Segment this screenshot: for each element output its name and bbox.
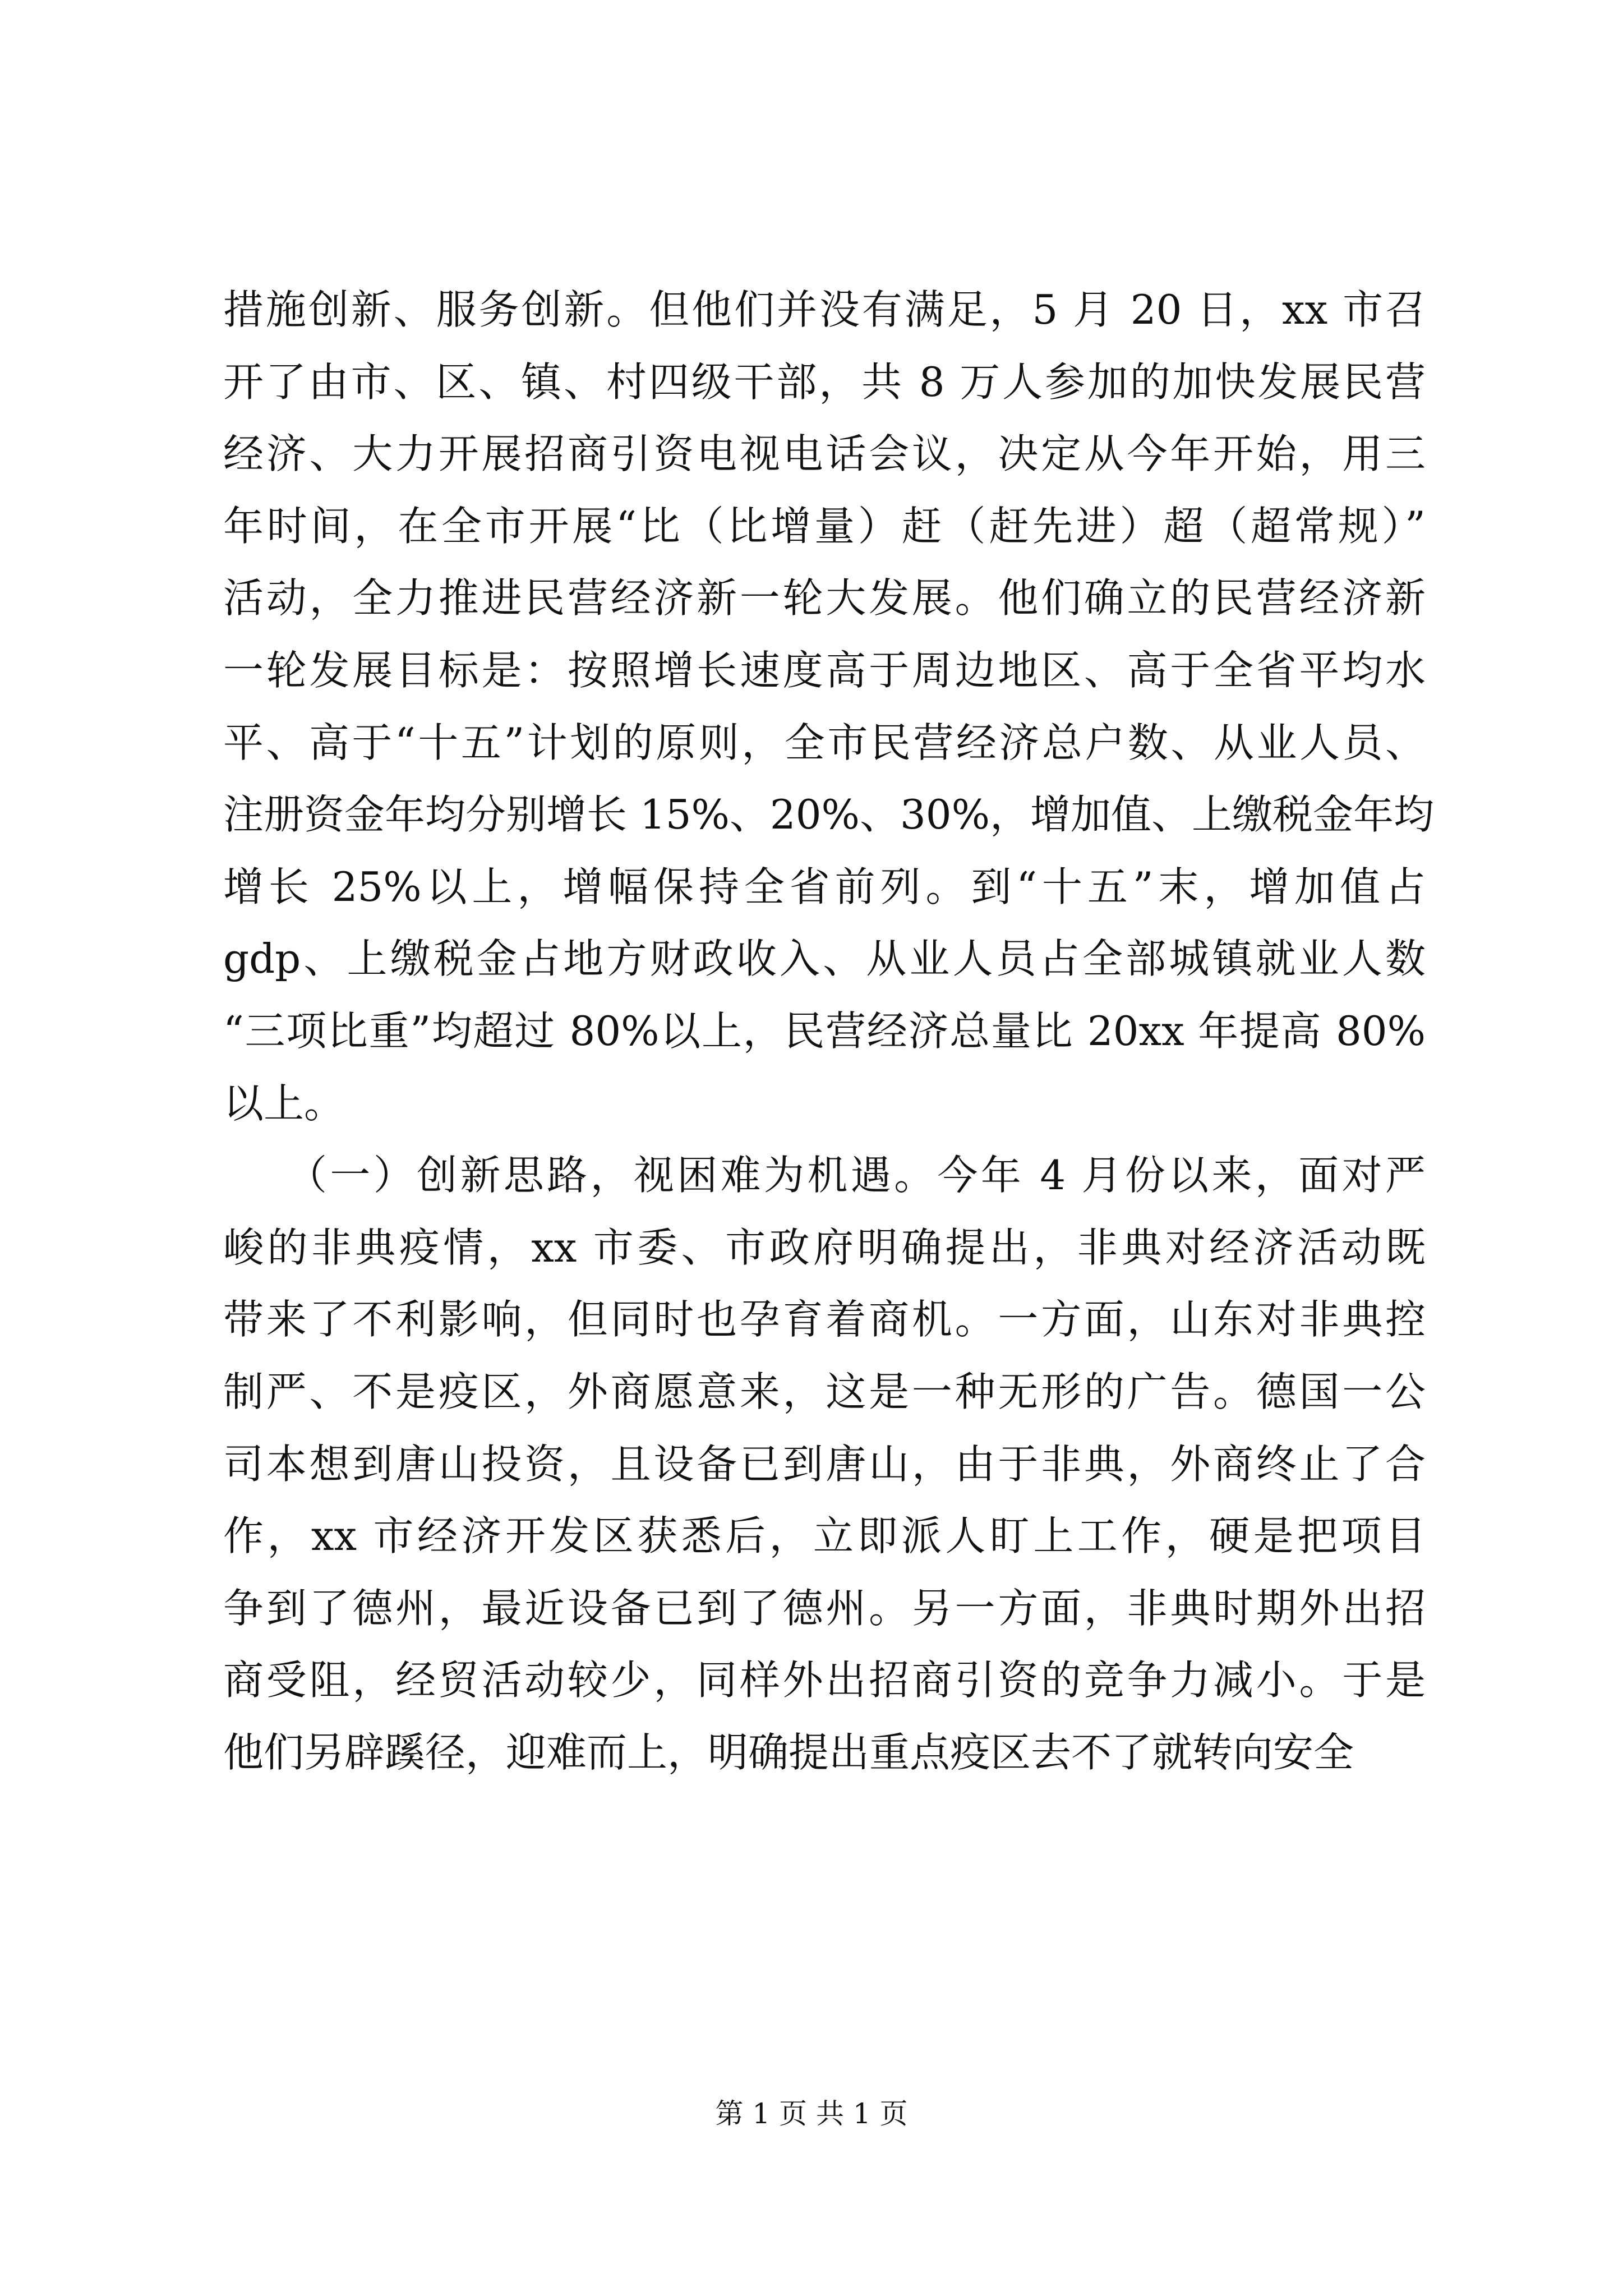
text-line: 商受阻，经贸活动较少，同样外出招商引资的竞争力减小。于是 [223, 1657, 1426, 1704]
text-line: 带来了不利影响，但同时也孕育着商机。一方面，山东对非典控 [223, 1296, 1426, 1343]
text-line: 经济、大力开展招商引资电视电话会议，决定从今年开始，用三 [223, 430, 1426, 478]
text-line: 作，xx 市经济开发区获悉后，立即派人盯上工作，硬是把项目 [223, 1512, 1426, 1560]
text-line: 他们另辟蹊径，迎难而上，明确提出重点疫区去不了就转向安全 [223, 1728, 1354, 1776]
text-line: 以上。 [223, 1079, 345, 1127]
text-line: 开了由市、区、镇、村四级干部，共 8 万人参加的加快发展民营 [223, 358, 1426, 406]
text-line: （一）创新思路，视困难为机遇。今年 4 月份以来，面对严 [223, 1152, 1426, 1199]
text-line: 措施创新、服务创新。但他们并没有满足，5 月 20 日，xx 市召 [223, 286, 1426, 333]
text-line: 峻的非典疫情，xx 市委、市政府明确提出，非典对经济活动既 [223, 1223, 1426, 1271]
text-line: 增长 25%以上，增幅保持全省前列。到“十五”末，增加值占 [223, 863, 1426, 910]
text-line: 制严、不是疫区，外商愿意来，这是一种无形的广告。德国一公 [223, 1368, 1426, 1415]
text-line: “三项比重”均超过 80%以上，民营经济总量比 20xx 年提高 80% [223, 1007, 1426, 1055]
text-line: 司本想到唐山投资，且设备已到唐山，由于非典，外商终止了合 [223, 1440, 1426, 1488]
text-line: 平、高于“十五”计划的原则，全市民营经济总户数、从业人员、 [223, 719, 1426, 766]
text-line: 年时间，在全市开展“比（比增量）赶（赶先进）超（超常规）” [223, 502, 1426, 550]
document-body [223, 274, 1434, 1788]
text-line: 活动，全力推进民营经济新一轮大发展。他们确立的民营经济新 [223, 574, 1426, 622]
text-line: 争到了德州，最近设备已到了德州。另一方面，非典时期外出招 [223, 1584, 1426, 1632]
page-footer: 第 1 页 共 1 页 [715, 2097, 908, 2130]
text-line: gdp、上缴税金占地方财政收入、从业人员占全部城镇就业人数 [223, 935, 1426, 983]
text-line: 一轮发展目标是：按照增长速度高于周边地区、高于全省平均水 [223, 646, 1426, 694]
text-line: 注册资金年均分别增长 15%、20%、30%，增加值、上缴税金年均 [223, 791, 1434, 839]
